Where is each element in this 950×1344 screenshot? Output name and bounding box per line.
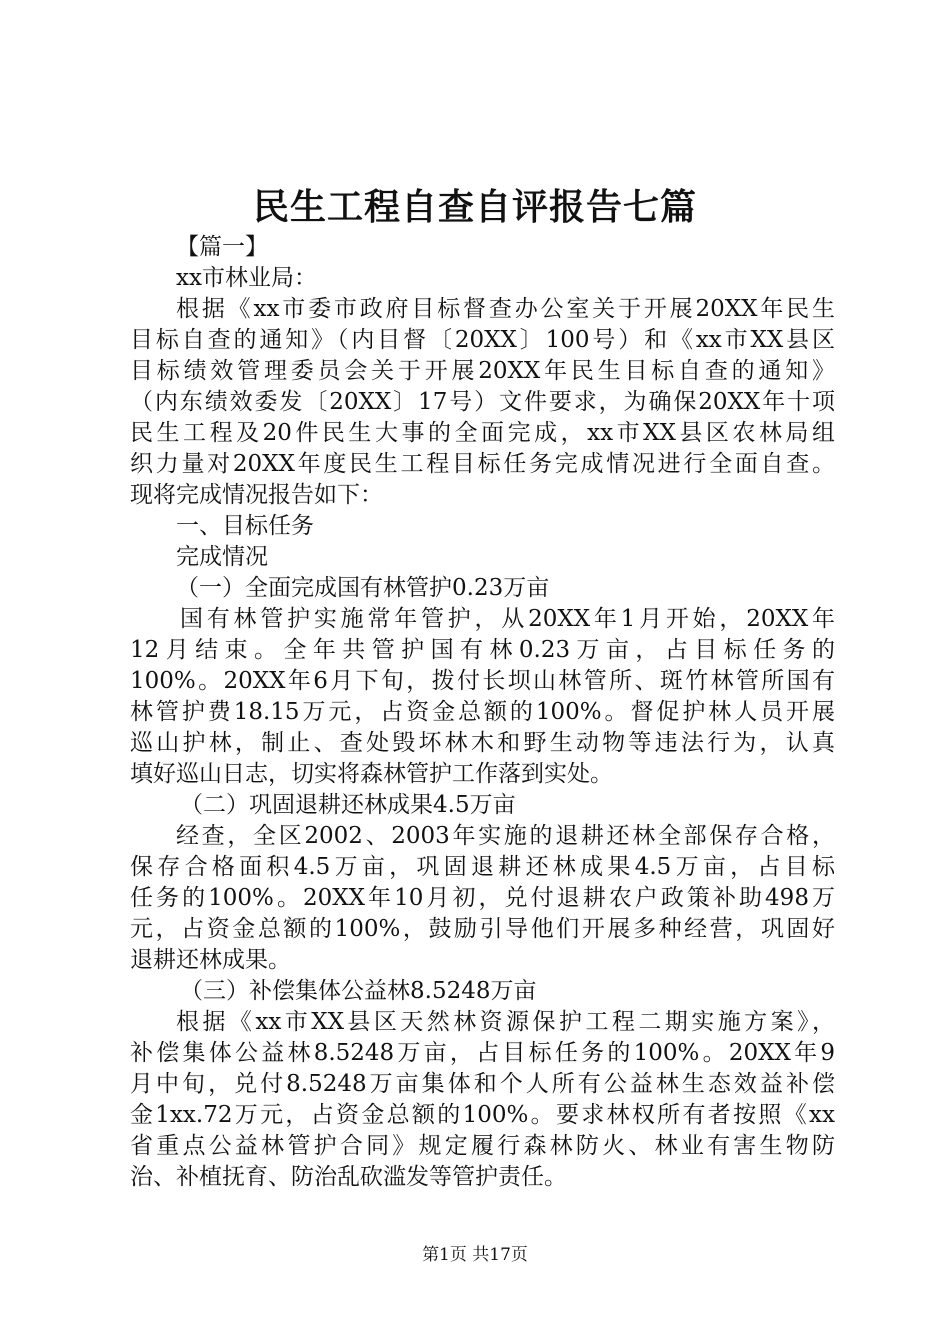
paragraph-line: 民生工程及20件民生大事的全面完成，xx市XX县区农林局组 [130, 420, 835, 446]
paragraph-line: 100%。20XX年6月下旬，拨付长坝山林管所、斑竹林管所国有 [130, 668, 835, 694]
paragraph-line: 目标自查的通知》（内目督〔20XX〕100号）和《xx市XX县区 [130, 327, 835, 353]
subsection-heading: （二）巩固退耕还林成果4.5万亩 [180, 792, 516, 818]
paragraph-line: 巡山护林，制止、查处毁坏林木和野生动物等违法行为，认真 [130, 730, 835, 756]
subsection-heading: （一）全面完成国有林管护0.23万亩 [176, 575, 550, 601]
paragraph-line: 月中旬，兑付8.5248万亩集体和个人所有公益林生态效益补偿 [130, 1071, 835, 1097]
paragraph-line: 经查，全区2002、2003年实施的退耕还林全部保存合格， [176, 823, 835, 849]
paragraph-line: 治、补植抚育、防治乱砍滥发等管护责任。 [130, 1164, 567, 1190]
paragraph-line: 根据《xx市XX县区天然林资源保护工程二期实施方案》， [176, 1009, 835, 1035]
paragraph-line: 12月结束。全年共管护国有林0.23万亩，占目标任务的 [130, 637, 835, 663]
section-heading: 【篇一】 [176, 234, 268, 260]
document-title: 民生工程自查自评报告七篇 [252, 186, 697, 228]
paragraph-line: （内东绩效委发〔20XX〕17号）文件要求，为确保20XX年十项 [130, 389, 835, 415]
subsection-heading: （三）补偿集体公益林8.5248万亩 [180, 978, 537, 1004]
paragraph-line: 根据《xx市委市政府目标督查办公室关于开展20XX年民生 [176, 296, 835, 322]
paragraph-line: 目标绩效管理委员会关于开展20XX年民生目标自查的通知》 [130, 358, 835, 384]
paragraph-line: 省重点公益林管护合同》规定履行森林防火、林业有害生物防 [130, 1133, 835, 1159]
paragraph-line: 国有林管护实施常年管护，从20XX年1月开始，20XX年 [180, 606, 835, 632]
section-heading: 一、目标任务 [176, 513, 314, 539]
paragraph-line: 退耕还林成果。 [130, 947, 291, 973]
salutation: xx市林业局： [176, 265, 317, 291]
paragraph-line: 补偿集体公益林8.5248万亩，占目标任务的100%。20XX年9 [130, 1040, 835, 1066]
paragraph-line: 林管护费18.15万元，占资金总额的100%。督促护林人员开展 [130, 699, 835, 725]
paragraph-line: 元，占资金总额的100%，鼓励引导他们开展多种经营，巩固好 [130, 916, 835, 942]
document-body [130, 232, 835, 1193]
section-heading: 完成情况 [176, 544, 268, 570]
paragraph-line: 现将完成情况报告如下： [130, 482, 383, 508]
page-footer: 第1页 共17页 [422, 1245, 528, 1265]
paragraph-line: 金1xx.72万元，占资金总额的100%。要求林权所有者按照《xx [130, 1102, 835, 1128]
paragraph-line: 保存合格面积4.5万亩，巩固退耕还林成果4.5万亩，占目标 [130, 854, 835, 880]
paragraph-line: 织力量对20XX年度民生工程目标任务完成情况进行全面自查。 [130, 451, 835, 477]
paragraph-line: 任务的100%。20XX年10月初，兑付退耕农户政策补助498万 [130, 885, 835, 911]
paragraph-line: 填好巡山日志，切实将森林管护工作落到实处。 [130, 761, 613, 787]
